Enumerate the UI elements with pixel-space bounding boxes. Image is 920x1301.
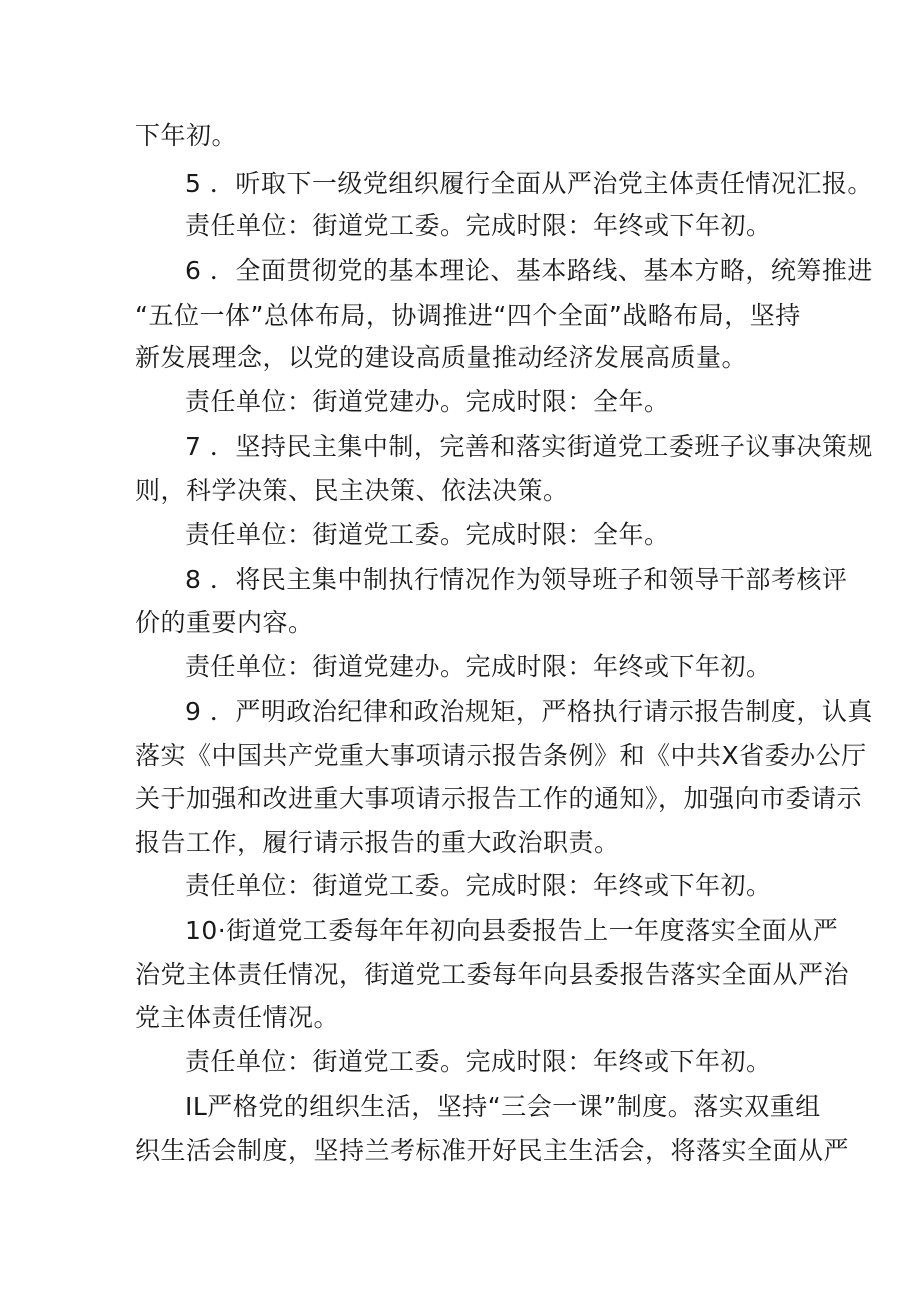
text-line: 则，科学决策、民主决策、依法决策。 [135, 476, 569, 505]
text-line: 报告工作，履行请示报告的重大政治职责。 [135, 828, 620, 857]
text-line: 落实《中国共产党重大事项请示报告条例》和《中共X省委办公厅 [135, 741, 867, 770]
list-item-11: IL严格党的组织生活，坚持“三会一课”制度。落实双重组 [185, 1092, 821, 1121]
list-item-6: 6 ．全面贯彻党的基本理论、基本路线、基本方略，统筹推进 [185, 256, 873, 285]
list-item-5: 5 ．听取下一级党组织履行全面从严治党主体责任情况汇报。 [185, 169, 873, 198]
responsibility-line: 责任单位：街道党工委。完成时限：年终或下年初。 [185, 871, 772, 900]
list-item-8: 8 ．将民主集中制执行情况作为领导班子和领导干部考核评 [185, 565, 848, 594]
list-item-9: 9 ．严明政治纪律和政治规矩，严格执行请示报告制度，认真 [185, 697, 873, 726]
list-item-10: 10·街道党工委每年年初向县委报告上一年度落实全面从严 [185, 916, 839, 945]
text-line: 织生活会制度，坚持兰考标准开好民主生活会，将落实全面从严 [135, 1136, 850, 1165]
text-line: 新发展理念，以党的建设高质量推动经济发展高质量。 [135, 343, 748, 372]
list-item-7: 7 ．坚持民主集中制，完善和落实街道党工委班子议事决策规 [185, 432, 873, 461]
text-line: 下年初。 [135, 121, 238, 150]
text-line: 关于加强和改进重大事项请示报告工作的通知》，加强向市委请示 [135, 784, 863, 813]
responsibility-line: 责任单位：街道党工委。完成时限：全年。 [185, 520, 670, 549]
responsibility-line: 责任单位：街道党建办。完成时限：年终或下年初。 [185, 652, 772, 681]
responsibility-line: 责任单位：街道党工委。完成时限：年终或下年初。 [185, 1047, 772, 1076]
text-line: 价的重要内容。 [135, 608, 314, 637]
text-line: “五位一体”总体布局，协调推进“四个全面”战略布局，坚持 [135, 301, 801, 330]
responsibility-line: 责任单位：街道党工委。完成时限：年终或下年初。 [185, 211, 772, 240]
responsibility-line: 责任单位：街道党建办。完成时限：全年。 [185, 387, 670, 416]
text-line: 治党主体责任情况，街道党工委每年向县委报告落实全面从严治 [135, 960, 850, 989]
text-line: 党主体责任情况。 [135, 1003, 340, 1032]
